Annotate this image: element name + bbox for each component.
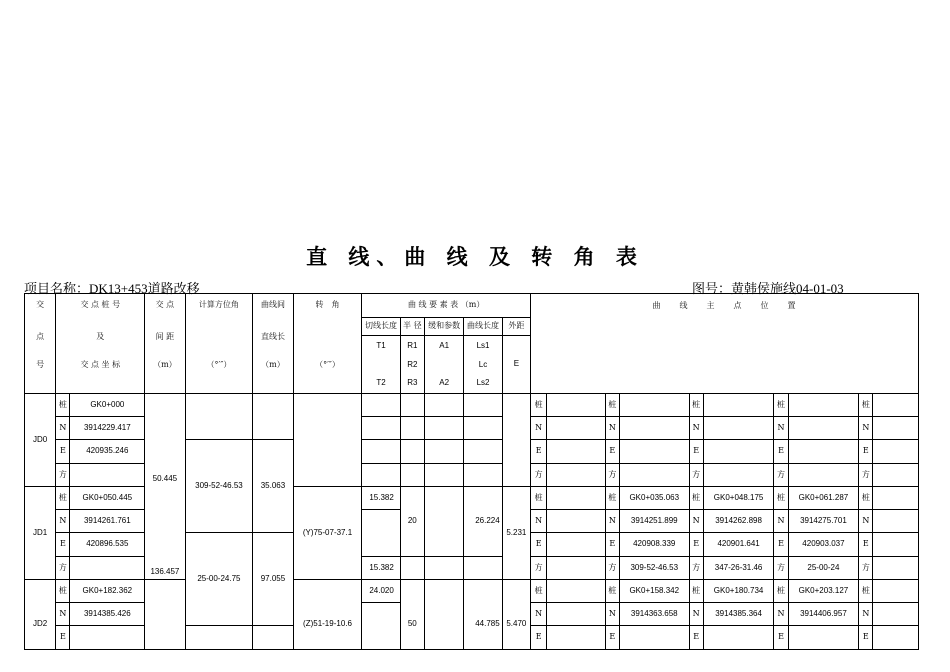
- jd0-n: 3914229.417: [70, 417, 145, 440]
- hdr-stake-1: 交 点 桩 号: [56, 294, 145, 318]
- hdr-ls1: Ls1: [464, 336, 502, 358]
- hdr-jd-2: 点: [25, 318, 56, 358]
- table-row: 方 方 方 方 方 方: [25, 464, 919, 487]
- hdr-t1: T1: [362, 336, 400, 358]
- hdr-ext: 外距: [502, 318, 530, 336]
- jd2-r: 50: [400, 580, 424, 650]
- jd1-yh-stake: GK0+061.287: [788, 487, 859, 510]
- table-row: E E E E E E: [25, 626, 919, 650]
- hdr-spacing-3: （m）: [145, 358, 185, 394]
- table-row: JD1 桩 GK0+050.445 50.445 (Y)75-07-37.1 15.382 20 26.224 5.231 桩 桩 GK0+035.063 桩 GK0+048.175 桩 GK0+061.287 桩: [25, 487, 919, 510]
- jd2-ext: 5.470: [502, 580, 530, 650]
- jd1-hy-stake: GK0+035.063: [619, 487, 689, 510]
- hdr-tangent: 切线长度: [362, 318, 400, 336]
- jd1-name: JD1: [25, 487, 56, 580]
- seg1-spacing: 50.445: [152, 473, 178, 483]
- table-row: 方 15.382 方 方 309-52-46.53 方 347-26-31.46 方 25-00-24 方: [25, 557, 919, 580]
- jd2-hy-n: 3914363.658: [619, 603, 689, 626]
- table-row: JD2 桩 GK0+182.362 136.457 (Z)51-19-10.6 24.020 50 44.785 5.470 桩 桩 GK0+158.342 桩 GK0+180.734 桩 GK0+203.127 桩: [25, 580, 919, 603]
- jd2-n: 3914385.426: [70, 603, 145, 626]
- hdr-r2: R2: [400, 358, 424, 374]
- hdr-curve-len: 曲线长度: [464, 318, 502, 336]
- hdr-turn-2: （°′″）: [293, 358, 362, 394]
- jd2-qz-n: 3914385.364: [703, 603, 774, 626]
- hdr-main-points-group: 曲 线 主 点 位 置: [531, 294, 919, 394]
- hdr-spacing-1: 交 点: [145, 294, 185, 318]
- hdr-a2: A2: [424, 374, 463, 394]
- curve-table: [24, 293, 919, 650]
- jd1-qz-n: 3914262.898: [703, 510, 774, 533]
- hdr-lc: Lc: [464, 358, 502, 374]
- jd0-name: JD0: [25, 394, 56, 487]
- seg1-azimuth: 309-52-46.53: [185, 440, 253, 533]
- table-title: 直 线、曲 线 及 转 角 表: [306, 244, 644, 269]
- hdr-a1: A1: [424, 336, 463, 358]
- jd1-stake: GK0+050.445: [70, 487, 145, 510]
- jd1-yh-e: 420903.037: [788, 533, 859, 557]
- hdr-turn-1: 转 角: [293, 294, 362, 318]
- jd2-hy-stake: GK0+158.342: [619, 580, 689, 603]
- project-name: 项目名称：DK13+453道路改移: [24, 281, 200, 296]
- jd1-ext: 5.231: [502, 487, 530, 580]
- table-row: JD0 桩 GK0+000 桩 桩 桩 桩 桩: [25, 394, 919, 417]
- table-row: N 3914229.417 N N N N N: [25, 417, 919, 440]
- hdr-linelen-3: （m）: [253, 358, 293, 394]
- hdr-jd-1: 交: [25, 294, 56, 318]
- hdr-linelen-1: 曲线间: [253, 294, 293, 318]
- hdr-e: E: [502, 336, 530, 394]
- seg2-azimuth: 25-00-24.75: [185, 533, 253, 626]
- jd2-name: JD2: [25, 580, 56, 650]
- jd2-yh-stake: GK0+203.127: [788, 580, 859, 603]
- hdr-radius: 半 径: [400, 318, 424, 336]
- jd1-hy-dir: 309-52-46.53: [619, 557, 689, 580]
- hdr-t2: T2: [362, 374, 400, 394]
- drawing-number: 图号：黄韩侯施线04-01-03: [692, 281, 844, 296]
- jd1-n: 3914261.761: [70, 510, 145, 533]
- jd1-ls: 26.224: [464, 487, 502, 557]
- jd2-turn: (Z)51-19-10.6: [293, 580, 362, 650]
- header-row-1: [25, 294, 919, 318]
- jd1-qz-stake: GK0+048.175: [703, 487, 774, 510]
- hdr-r3: R3: [400, 374, 424, 394]
- jd1-yh-dir: 25-00-24: [788, 557, 859, 580]
- table-row: E 420896.535 25-00-24.75 97.055 E E 420908.339 E 420901.641 E 420903.037 E: [25, 533, 919, 557]
- jd1-qz-e: 420901.641: [703, 533, 774, 557]
- jd1-r: 20: [400, 487, 424, 557]
- jd0-stake: GK0+000: [70, 394, 145, 417]
- seg1-line-len: 35.063: [253, 440, 293, 533]
- jd1-t2: 15.382: [362, 557, 400, 580]
- hdr-spiral: 缓和参数: [424, 318, 463, 336]
- hdr-stake-2: 及: [56, 318, 145, 358]
- jd2-stake: GK0+182.362: [70, 580, 145, 603]
- hdr-linelen-2: 直线长: [253, 318, 293, 358]
- jd1-hy-n: 3914251.899: [619, 510, 689, 533]
- jd1-qz-dir: 347-26-31.46: [703, 557, 774, 580]
- jd1-turn: (Y)75-07-37.1: [293, 487, 362, 580]
- hdr-elements-group: 曲 线 要 素 表 （m）: [362, 294, 531, 318]
- hdr-azimuth-2: （°′″）: [185, 358, 253, 394]
- jd2-yh-n: 3914406.957: [788, 603, 859, 626]
- jd2-qz-stake: GK0+180.734: [703, 580, 774, 603]
- seg2-line-len: 97.055: [253, 533, 293, 626]
- jd1-t1: 15.382: [362, 487, 400, 510]
- jd1-e: 420896.535: [70, 533, 145, 557]
- hdr-azimuth-1: 计算方位角: [185, 294, 253, 318]
- jd1-yh-n: 3914275.701: [788, 510, 859, 533]
- table-row: N 3914385.426 N N 3914363.658 N 3914385.364 N 3914406.957 N: [25, 603, 919, 626]
- hdr-ls2: Ls2: [464, 374, 502, 394]
- jd0-e: 420935.246: [70, 440, 145, 464]
- table-row: N 3914261.761 N N 3914251.899 N 3914262.898 N 3914275.701 N: [25, 510, 919, 533]
- table-row: E 420935.246 309-52-46.53 35.063 E E E E E: [25, 440, 919, 464]
- hdr-stake-3: 交 点 坐 标: [56, 358, 145, 394]
- jd1-hy-e: 420908.339: [619, 533, 689, 557]
- jd2-t1: 24.020: [362, 580, 400, 603]
- hdr-jd-3: 号: [25, 358, 56, 394]
- jd2-ls: 44.785: [464, 580, 502, 650]
- hdr-spacing-2: 间 距: [145, 318, 185, 358]
- hdr-r1: R1: [400, 336, 424, 358]
- seg2-spacing: 136.457: [150, 567, 180, 576]
